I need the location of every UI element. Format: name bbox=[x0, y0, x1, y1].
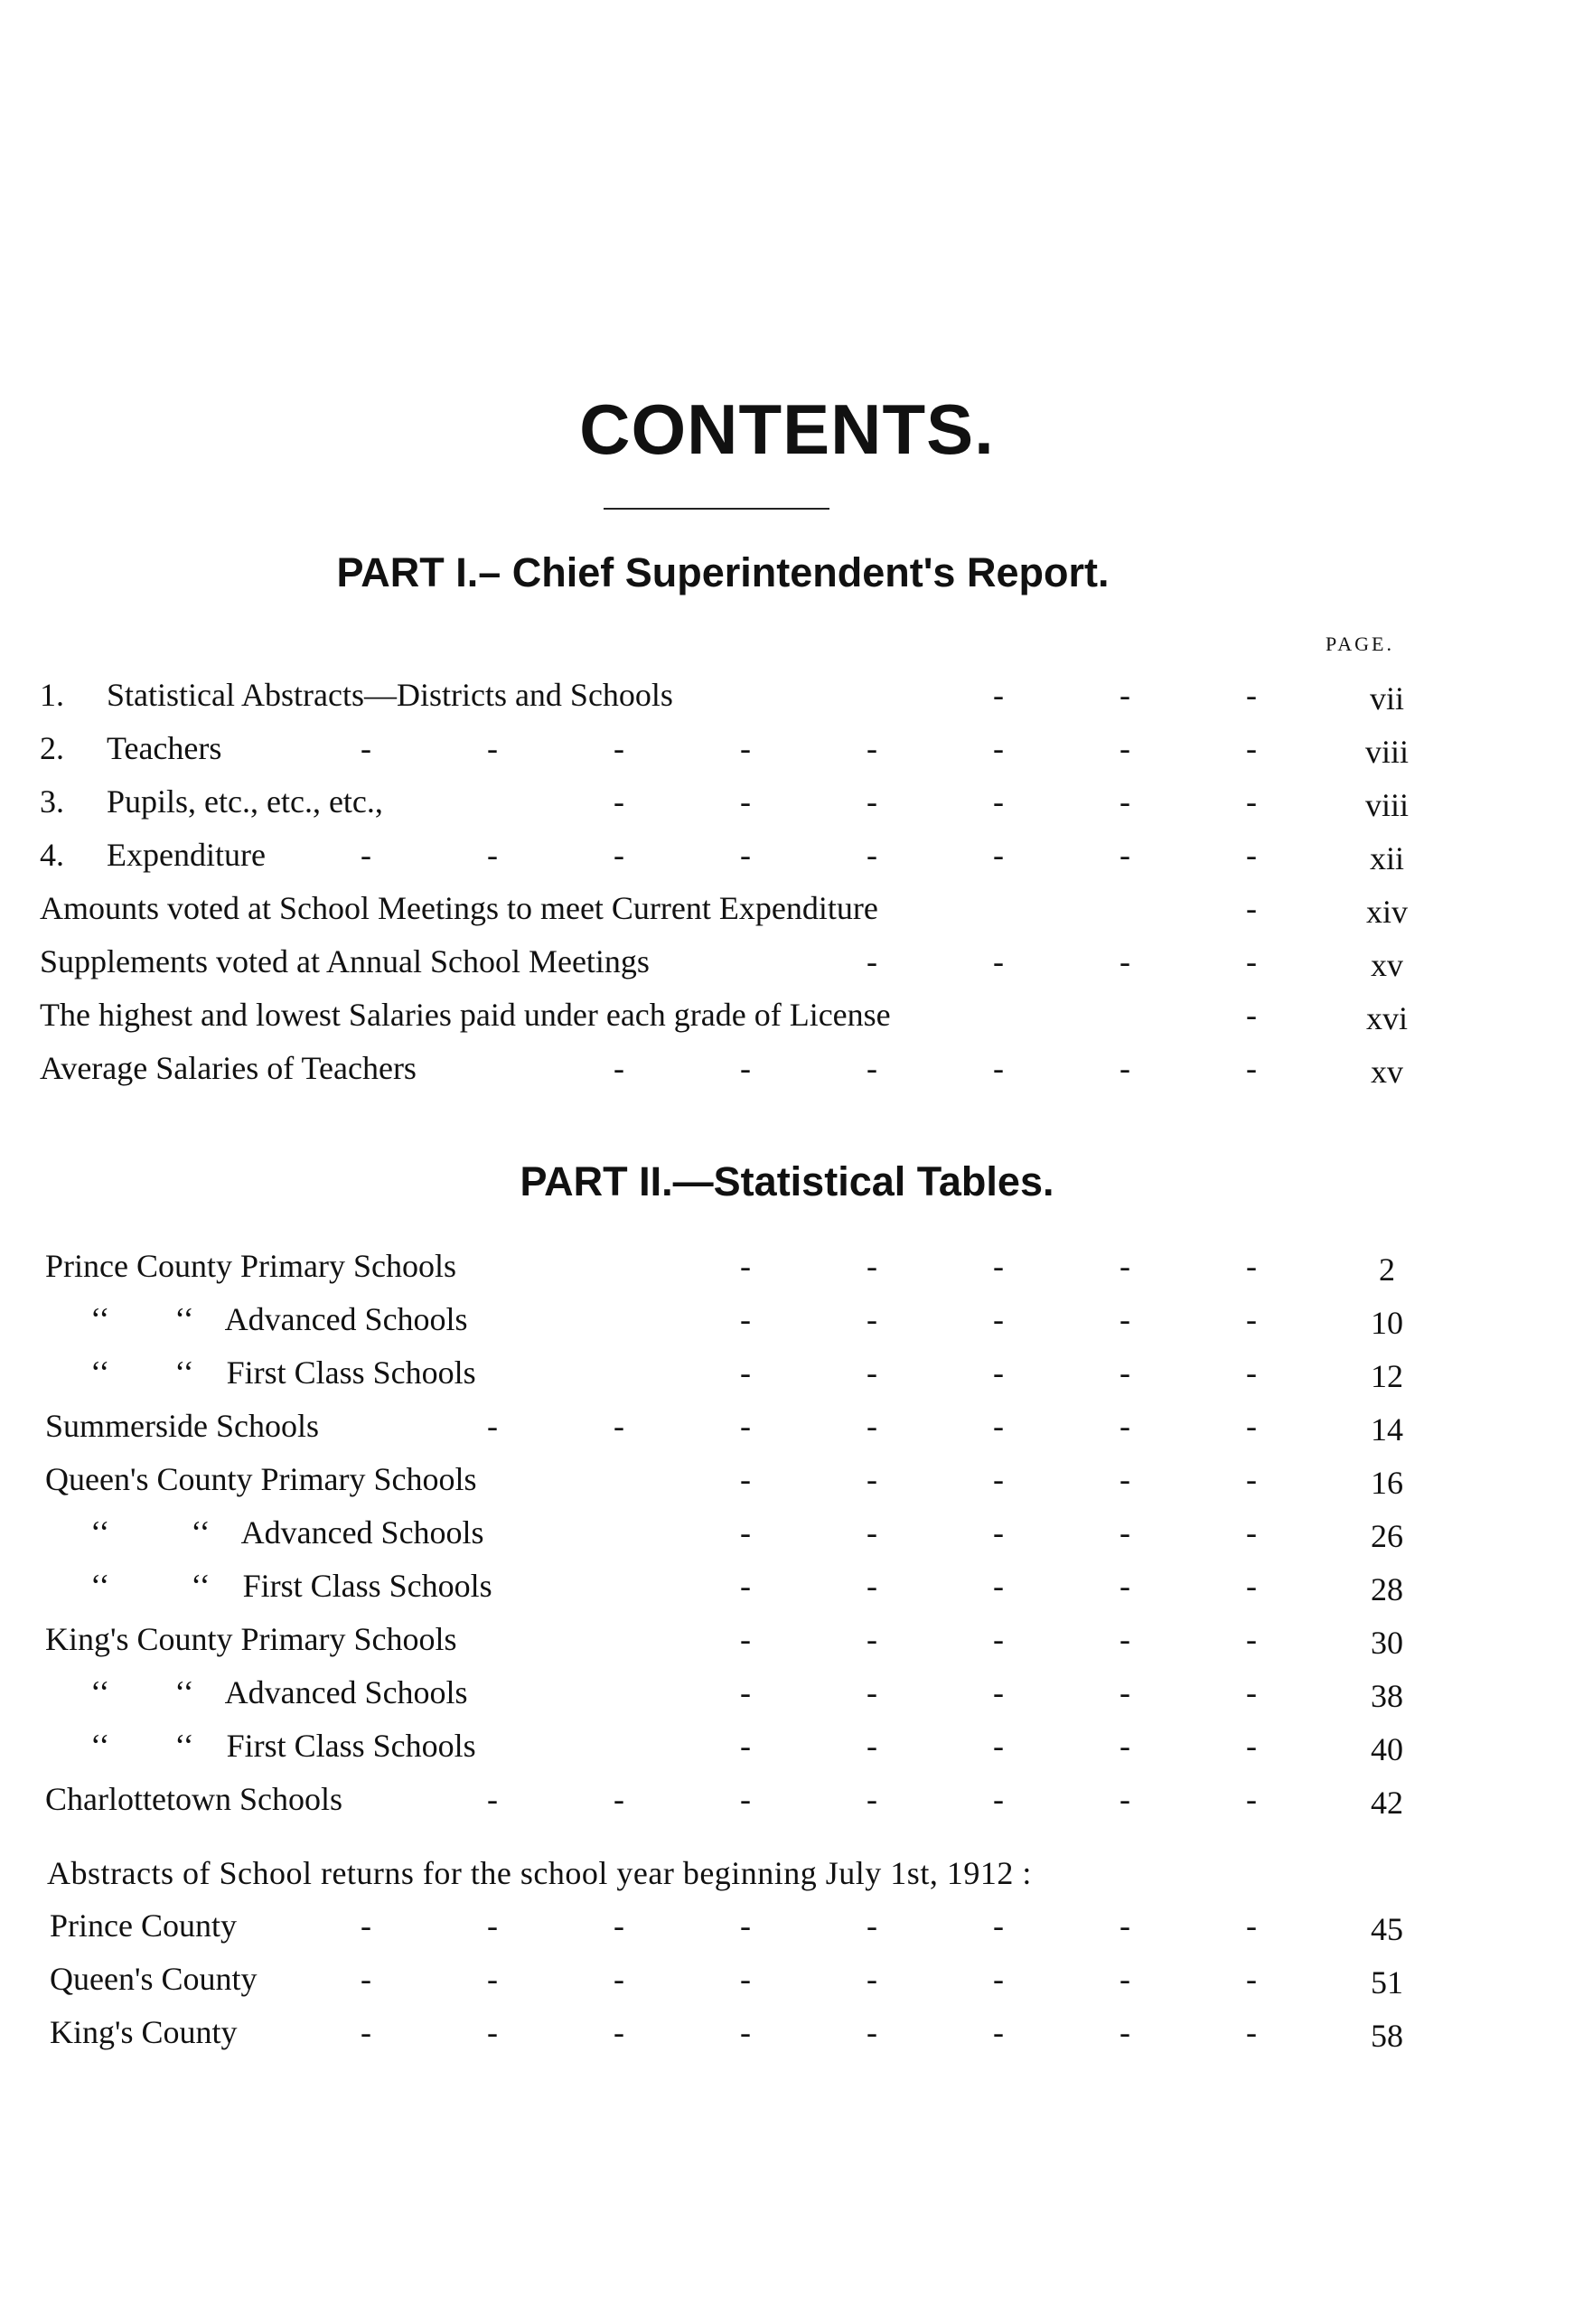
leader-dash: - bbox=[740, 783, 751, 820]
leader-dash: - bbox=[614, 2014, 624, 2050]
toc-entry[interactable] bbox=[0, 1907, 1574, 1954]
leader-dash: - bbox=[993, 1961, 1004, 1997]
leader-dash: - bbox=[740, 1621, 751, 1657]
toc-entry-label: Summerside Schools bbox=[45, 1408, 319, 1444]
toc-entry[interactable] bbox=[0, 782, 1574, 829]
leader-dash: - bbox=[867, 1461, 877, 1497]
toc-entry-label: King's County bbox=[50, 2014, 238, 2050]
leader-dash: - bbox=[1120, 1301, 1130, 1337]
leader-dash: - bbox=[993, 943, 1004, 979]
toc-entry-label: ‘‘ ‘‘ Advanced Schools bbox=[90, 1514, 484, 1551]
toc-entry-page: 28 bbox=[1371, 1571, 1403, 1607]
leader-dash: - bbox=[1120, 1514, 1130, 1551]
page-title: CONTENTS. bbox=[579, 389, 995, 469]
leader-dash: - bbox=[614, 1050, 624, 1086]
leader-dash: - bbox=[740, 1728, 751, 1764]
toc-entry-page: xiv bbox=[1365, 894, 1408, 930]
leader-dash: - bbox=[867, 1781, 877, 1817]
leader-dash: - bbox=[993, 783, 1004, 820]
toc-entry-page: 40 bbox=[1371, 1731, 1403, 1767]
toc-entry-page: 10 bbox=[1371, 1305, 1403, 1341]
leader-dash: - bbox=[1246, 677, 1257, 713]
leader-dash: - bbox=[1246, 1301, 1257, 1337]
leader-dash: - bbox=[1120, 783, 1130, 820]
toc-entry-number: 1. bbox=[40, 677, 64, 713]
leader-dash: - bbox=[1246, 1514, 1257, 1551]
leader-dash: - bbox=[867, 1728, 877, 1764]
leader-dash: - bbox=[1246, 1961, 1257, 1997]
toc-entry-page: 42 bbox=[1371, 1785, 1403, 1821]
toc-entry-number: 2. bbox=[40, 730, 64, 766]
leader-dash: - bbox=[1246, 1461, 1257, 1497]
leader-dash: - bbox=[867, 783, 877, 820]
leader-dash: - bbox=[740, 1050, 751, 1086]
part2-heading: PART II.—Statistical Tables. bbox=[520, 1158, 1054, 1204]
leader-dash: - bbox=[1120, 1961, 1130, 1997]
toc-entry[interactable] bbox=[0, 1673, 1574, 1720]
leader-dash: - bbox=[740, 2014, 751, 2050]
leader-dash: - bbox=[1246, 997, 1257, 1033]
leader-dash: - bbox=[1246, 783, 1257, 820]
leader-dash: - bbox=[1246, 1050, 1257, 1086]
leader-dash: - bbox=[487, 730, 498, 766]
part1-heading: PART I.– Chief Superintendent's Report. bbox=[336, 549, 1110, 595]
leader-dash: - bbox=[867, 1961, 877, 1997]
toc-entry[interactable] bbox=[0, 1049, 1574, 1096]
leader-dash: - bbox=[487, 2014, 498, 2050]
leader-dash: - bbox=[867, 1301, 877, 1337]
leader-dash: - bbox=[361, 730, 371, 766]
leader-dash: - bbox=[1120, 1408, 1130, 1444]
leader-dash: - bbox=[1246, 730, 1257, 766]
leader-dash: - bbox=[867, 1050, 877, 1086]
leader-dash: - bbox=[1246, 1408, 1257, 1444]
leader-dash: - bbox=[1120, 837, 1130, 873]
leader-dash: - bbox=[993, 1781, 1004, 1817]
toc-entry[interactable] bbox=[0, 1513, 1574, 1560]
leader-dash: - bbox=[1246, 943, 1257, 979]
toc-entry-label: Expenditure bbox=[107, 837, 266, 873]
toc-entry-label: Statistical Abstracts—Districts and Schools bbox=[107, 677, 673, 713]
leader-dash: - bbox=[614, 730, 624, 766]
leader-dash: - bbox=[361, 837, 371, 873]
leader-dash: - bbox=[993, 1674, 1004, 1710]
toc-entry-label: ‘‘ ‘‘ First Class Schools bbox=[90, 1568, 492, 1604]
leader-dash: - bbox=[867, 943, 877, 979]
leader-dash: - bbox=[740, 730, 751, 766]
toc-entry[interactable] bbox=[0, 1567, 1574, 1614]
leader-dash: - bbox=[1120, 1907, 1130, 1944]
toc-entry-page: 16 bbox=[1371, 1465, 1403, 1501]
leader-dash: - bbox=[993, 1408, 1004, 1444]
toc-entry-page: 51 bbox=[1371, 1964, 1403, 2001]
leader-dash: - bbox=[614, 783, 624, 820]
toc-entry-page: 14 bbox=[1371, 1411, 1403, 1448]
leader-dash: - bbox=[867, 1674, 877, 1710]
leader-dash: - bbox=[867, 1907, 877, 1944]
toc-entry-number: 3. bbox=[40, 783, 64, 820]
leader-dash: - bbox=[867, 1568, 877, 1604]
leader-dash: - bbox=[1120, 1354, 1130, 1391]
leader-dash: - bbox=[740, 1568, 751, 1604]
leader-dash: - bbox=[993, 1050, 1004, 1086]
leader-dash: - bbox=[993, 1907, 1004, 1944]
leader-dash: - bbox=[740, 1674, 751, 1710]
leader-dash: - bbox=[1246, 1621, 1257, 1657]
toc-entry-label: Prince County Primary Schools bbox=[45, 1248, 456, 1284]
leader-dash: - bbox=[993, 730, 1004, 766]
leader-dash: - bbox=[867, 1621, 877, 1657]
leader-dash: - bbox=[487, 1961, 498, 1997]
leader-dash: - bbox=[487, 1907, 498, 1944]
leader-dash: - bbox=[614, 837, 624, 873]
toc-entry[interactable] bbox=[0, 889, 1574, 936]
toc-entry[interactable] bbox=[0, 1247, 1574, 1294]
leader-dash: - bbox=[1120, 1461, 1130, 1497]
leader-dash: - bbox=[740, 1781, 751, 1817]
page-column-label: PAGE. bbox=[1326, 633, 1394, 655]
leader-dash: - bbox=[867, 2014, 877, 2050]
toc-entry[interactable] bbox=[0, 729, 1574, 776]
leader-dash: - bbox=[740, 1461, 751, 1497]
leader-dash: - bbox=[740, 1514, 751, 1551]
toc-entry-page: 26 bbox=[1371, 1518, 1403, 1554]
toc-entry-label: Teachers bbox=[107, 730, 222, 766]
toc-entry-label: Queen's County Primary Schools bbox=[45, 1461, 477, 1497]
leader-dash: - bbox=[487, 837, 498, 873]
leader-dash: - bbox=[740, 1961, 751, 1997]
leader-dash: - bbox=[993, 1728, 1004, 1764]
toc-entry-page: xv bbox=[1371, 1054, 1403, 1090]
toc-entry-page: viii bbox=[1364, 734, 1409, 770]
leader-dash: - bbox=[993, 837, 1004, 873]
leader-dash: - bbox=[867, 1354, 877, 1391]
leader-dash: - bbox=[867, 837, 877, 873]
toc-entry-page: 12 bbox=[1371, 1358, 1403, 1394]
leader-dash: - bbox=[614, 1907, 624, 1944]
leader-dash: - bbox=[361, 1961, 371, 1997]
toc-entry[interactable] bbox=[0, 1780, 1574, 1827]
toc-entry[interactable] bbox=[0, 676, 1574, 723]
toc-entry-label: Charlottetown Schools bbox=[45, 1781, 342, 1817]
toc-entry[interactable] bbox=[0, 1620, 1574, 1667]
toc-entry-label: ‘‘ ‘‘ Advanced Schools bbox=[90, 1674, 468, 1710]
leader-dash: - bbox=[1120, 943, 1130, 979]
toc-entry[interactable] bbox=[0, 942, 1574, 989]
leader-dash: - bbox=[1120, 2014, 1130, 2050]
toc-entry-label: Average Salaries of Teachers bbox=[40, 1050, 417, 1086]
toc-entry[interactable] bbox=[0, 1727, 1574, 1774]
leader-dash: - bbox=[740, 1907, 751, 1944]
toc-entry[interactable] bbox=[0, 1960, 1574, 2007]
toc-entry-label: ‘‘ ‘‘ First Class Schools bbox=[90, 1728, 476, 1764]
leader-dash: - bbox=[487, 1408, 498, 1444]
toc-entry-page: vii bbox=[1369, 680, 1404, 717]
leader-dash: - bbox=[1120, 1568, 1130, 1604]
leader-dash: - bbox=[1120, 1781, 1130, 1817]
toc-entry[interactable] bbox=[0, 1460, 1574, 1507]
toc-entry-label: The highest and lowest Salaries paid under each grade of License bbox=[40, 997, 891, 1033]
toc-entry[interactable] bbox=[0, 1300, 1574, 1347]
toc-entry-label: Amounts voted at School Meetings to meet Current Expenditure bbox=[40, 890, 878, 926]
toc-entry-page: xvi bbox=[1365, 1000, 1408, 1036]
leader-dash: - bbox=[487, 1781, 498, 1817]
toc-entry-page: 30 bbox=[1371, 1625, 1403, 1661]
toc-entry[interactable] bbox=[0, 836, 1574, 883]
leader-dash: - bbox=[867, 1514, 877, 1551]
leader-dash: - bbox=[1246, 1781, 1257, 1817]
toc-entry-label: Pupils, etc., etc., etc., bbox=[107, 783, 383, 820]
toc-entry[interactable] bbox=[0, 1354, 1574, 1401]
leader-dash: - bbox=[740, 1301, 751, 1337]
toc-entry-page: 58 bbox=[1371, 2018, 1403, 2054]
toc-entry-label: Supplements voted at Annual School Meetings bbox=[40, 943, 650, 979]
toc-entry-label: ‘‘ ‘‘ Advanced Schools bbox=[90, 1301, 468, 1337]
leader-dash: - bbox=[993, 1514, 1004, 1551]
title-rule bbox=[604, 508, 829, 510]
leader-dash: - bbox=[993, 1248, 1004, 1284]
leader-dash: - bbox=[740, 1408, 751, 1444]
leader-dash: - bbox=[867, 730, 877, 766]
leader-dash: - bbox=[1246, 837, 1257, 873]
toc-entry-page: viii bbox=[1364, 787, 1409, 823]
abstracts-intro: Abstracts of School returns for the school year beginning July 1st, 1912 : bbox=[47, 1855, 1032, 1891]
leader-dash: - bbox=[1120, 677, 1130, 713]
leader-dash: - bbox=[1246, 1907, 1257, 1944]
toc-entry[interactable] bbox=[0, 996, 1574, 1043]
leader-dash: - bbox=[867, 1408, 877, 1444]
leader-dash: - bbox=[993, 1354, 1004, 1391]
leader-dash: - bbox=[1120, 1674, 1130, 1710]
leader-dash: - bbox=[1246, 1248, 1257, 1284]
leader-dash: - bbox=[1246, 890, 1257, 926]
leader-dash: - bbox=[740, 837, 751, 873]
leader-dash: - bbox=[1246, 2014, 1257, 2050]
leader-dash: - bbox=[1246, 1674, 1257, 1710]
leader-dash: - bbox=[614, 1961, 624, 1997]
leader-dash: - bbox=[361, 1907, 371, 1944]
leader-dash: - bbox=[993, 677, 1004, 713]
toc-entry[interactable] bbox=[0, 1407, 1574, 1454]
leader-dash: - bbox=[993, 1301, 1004, 1337]
leader-dash: - bbox=[1120, 730, 1130, 766]
leader-dash: - bbox=[1246, 1728, 1257, 1764]
leader-dash: - bbox=[1120, 1728, 1130, 1764]
leader-dash: - bbox=[993, 2014, 1004, 2050]
toc-entry-label: Prince County bbox=[50, 1907, 237, 1944]
toc-entry-number: 4. bbox=[40, 837, 64, 873]
toc-entry-page: 2 bbox=[1379, 1251, 1395, 1288]
leader-dash: - bbox=[1246, 1568, 1257, 1604]
leader-dash: - bbox=[1120, 1621, 1130, 1657]
leader-dash: - bbox=[1120, 1050, 1130, 1086]
leader-dash: - bbox=[614, 1408, 624, 1444]
leader-dash: - bbox=[867, 1248, 877, 1284]
toc-entry-label: King's County Primary Schools bbox=[45, 1621, 457, 1657]
toc-entry-label: Queen's County bbox=[50, 1961, 258, 1997]
leader-dash: - bbox=[361, 2014, 371, 2050]
toc-entry[interactable] bbox=[0, 2013, 1574, 2060]
leader-dash: - bbox=[1120, 1248, 1130, 1284]
toc-entry-label: ‘‘ ‘‘ First Class Schools bbox=[90, 1354, 476, 1391]
leader-dash: - bbox=[740, 1248, 751, 1284]
toc-entry-page: xv bbox=[1371, 947, 1403, 983]
leader-dash: - bbox=[740, 1354, 751, 1391]
toc-entry-page: 38 bbox=[1371, 1678, 1403, 1714]
leader-dash: - bbox=[993, 1568, 1004, 1604]
toc-entry-page: xii bbox=[1369, 840, 1404, 876]
leader-dash: - bbox=[993, 1621, 1004, 1657]
leader-dash: - bbox=[614, 1781, 624, 1817]
toc-entry-page: 45 bbox=[1371, 1911, 1403, 1947]
leader-dash: - bbox=[1246, 1354, 1257, 1391]
leader-dash: - bbox=[993, 1461, 1004, 1497]
